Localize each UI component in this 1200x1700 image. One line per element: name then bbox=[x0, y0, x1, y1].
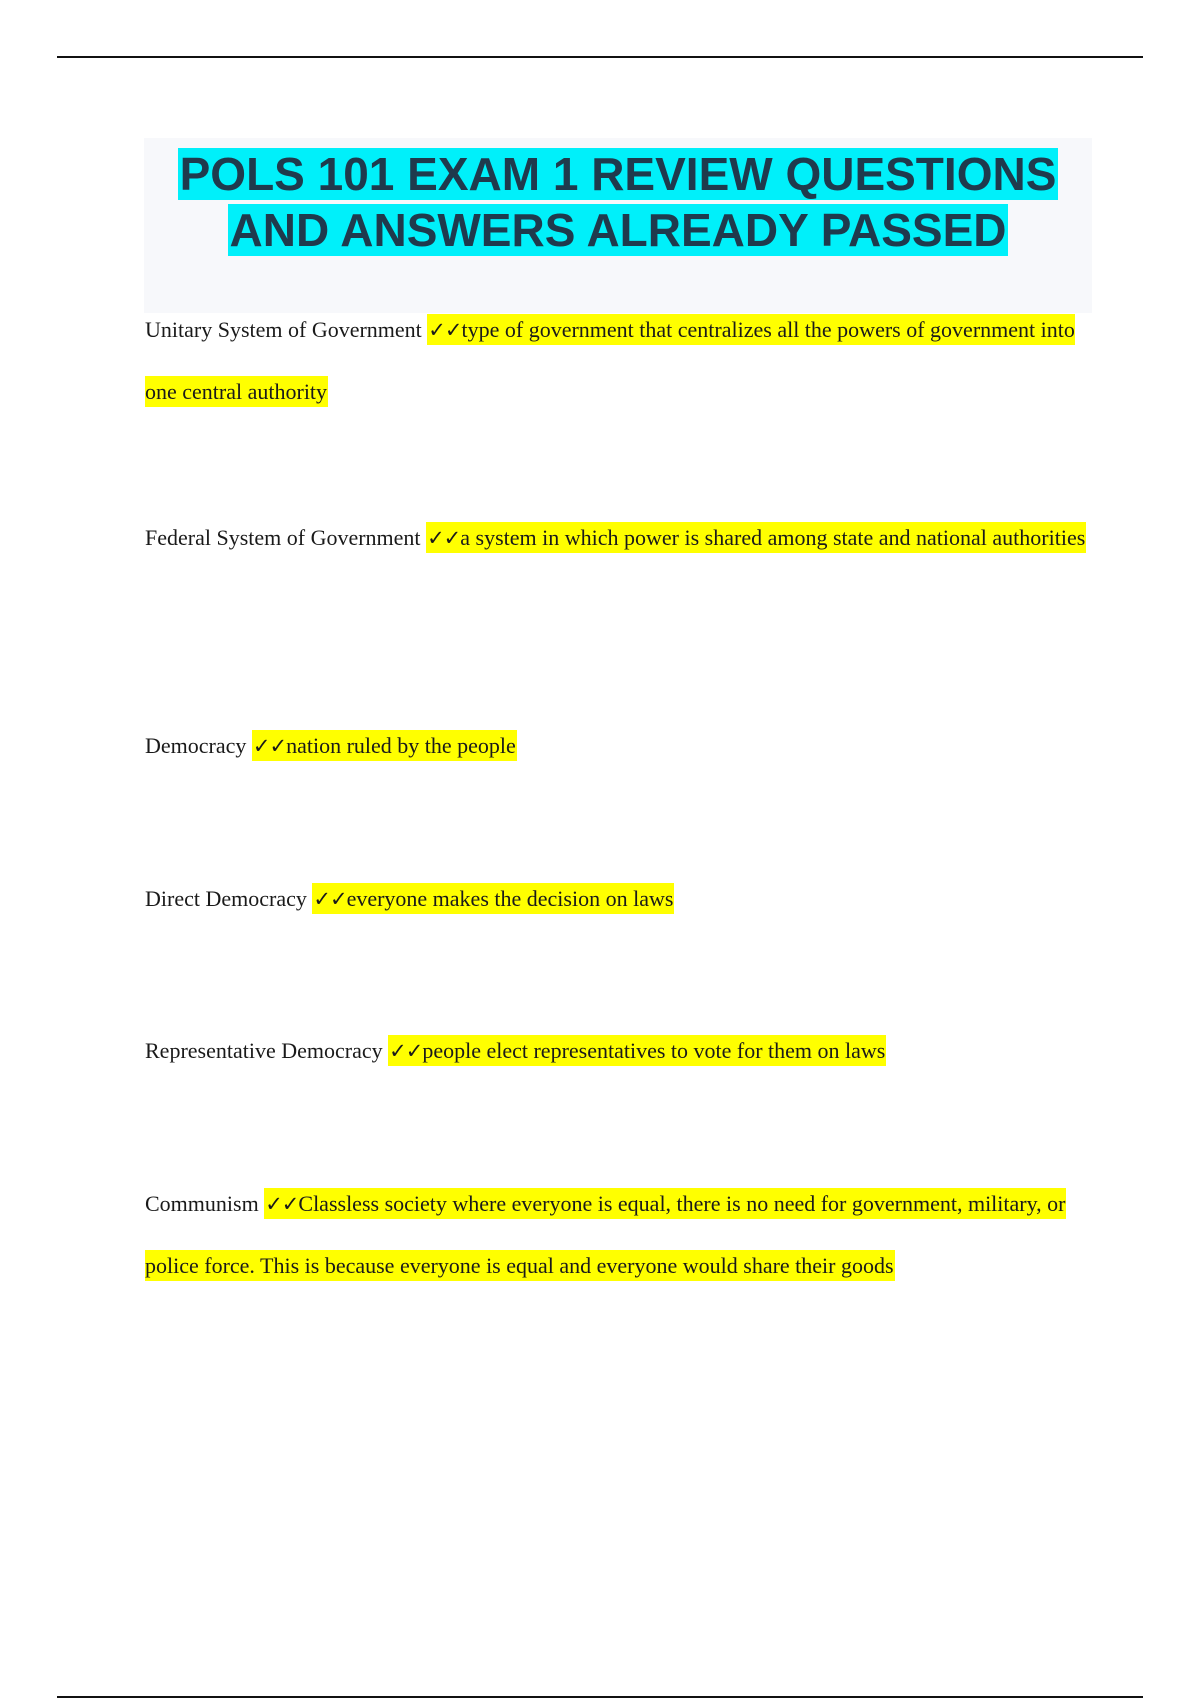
qa-entry-unitary bbox=[145, 299, 1105, 422]
qa-entry-federal bbox=[145, 507, 1105, 569]
term: Democracy bbox=[145, 733, 247, 758]
check-icon: ✓✓ bbox=[265, 1192, 299, 1216]
document-title bbox=[144, 138, 1092, 258]
answer bbox=[252, 730, 517, 761]
answer-text: everyone makes the decision on laws bbox=[346, 886, 674, 911]
title-block bbox=[144, 138, 1092, 313]
answer-text: Classless society where everyone is equal, there is no need for government, military, or police force. This is because everyone is equal and everyone would share their goods bbox=[145, 1191, 1066, 1278]
term: Direct Democracy bbox=[145, 886, 307, 911]
qa-entry-communism bbox=[145, 1173, 1105, 1296]
check-icon: ✓✓ bbox=[252, 734, 287, 758]
check-icon: ✓✓ bbox=[427, 526, 461, 550]
answer-text: nation ruled by the people bbox=[286, 733, 516, 758]
check-icon: ✓✓ bbox=[428, 318, 462, 342]
check-icon: ✓✓ bbox=[389, 1039, 423, 1063]
answer bbox=[388, 1035, 886, 1066]
qa-entry-representative-democracy bbox=[145, 1020, 1105, 1082]
bottom-rule bbox=[57, 1696, 1143, 1698]
check-icon: ✓✓ bbox=[313, 887, 347, 911]
qa-entry-direct-democracy bbox=[145, 868, 1105, 930]
title-line-2: AND ANSWERS ALREADY PASSED bbox=[229, 204, 1007, 256]
term: Unitary System of Government bbox=[145, 317, 422, 342]
title-line-1: POLS 101 EXAM 1 REVIEW QUESTIONS bbox=[179, 148, 1057, 200]
term: Communism bbox=[145, 1191, 259, 1216]
top-rule bbox=[57, 56, 1143, 58]
answer-text: type of government that centralizes all the powers of government into one central authority bbox=[145, 317, 1075, 404]
term: Federal System of Government bbox=[145, 525, 421, 550]
answer-text: people elect representatives to vote for them on laws bbox=[422, 1038, 886, 1063]
answer bbox=[145, 1188, 1066, 1281]
term: Representative Democracy bbox=[145, 1038, 383, 1063]
answer bbox=[312, 883, 674, 914]
qa-entry-democracy bbox=[145, 715, 1105, 777]
answer-text: a system in which power is shared among state and national authorities bbox=[460, 525, 1086, 550]
answer bbox=[426, 522, 1086, 553]
